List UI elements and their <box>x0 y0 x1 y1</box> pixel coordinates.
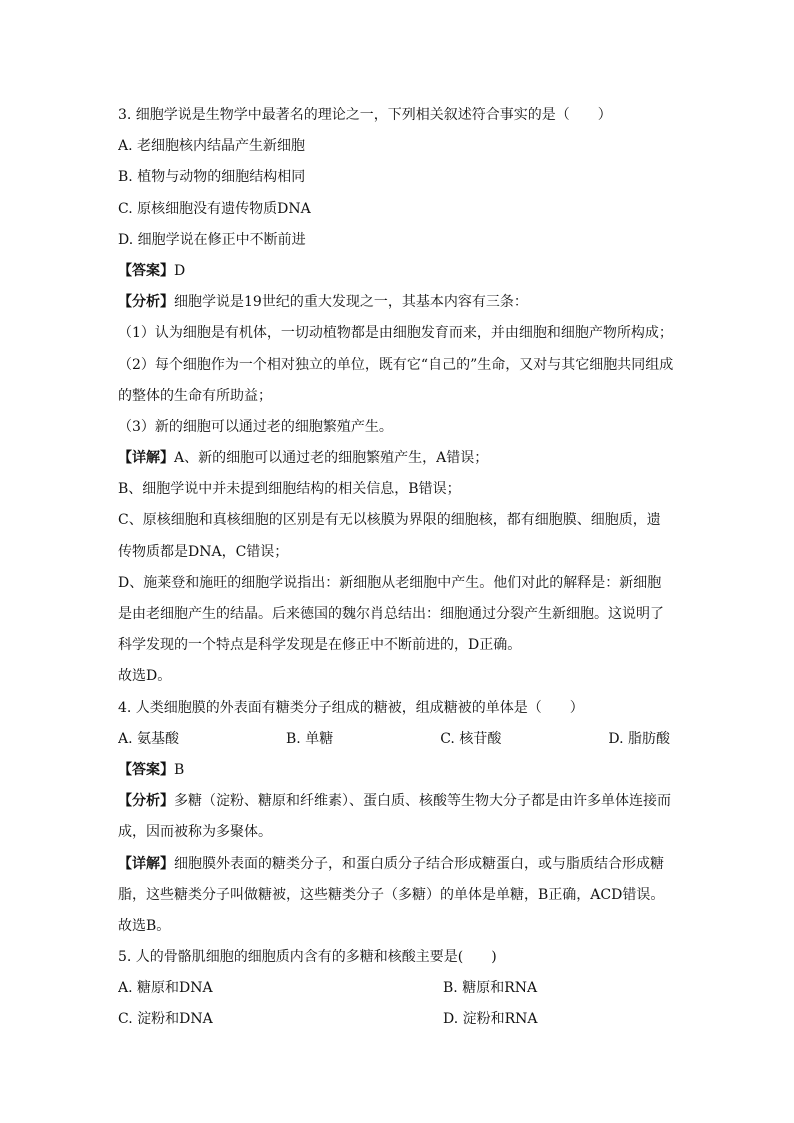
answer-value: B <box>174 761 185 778</box>
q5-stem: 5. 人的骨骼肌细胞的细胞质内含有的多糖和核酸主要是( ) <box>118 949 497 966</box>
q4-stem: 4. 人类细胞膜的外表面有糖类分子组成的糖被，组成糖被的单体是（ ） <box>118 699 584 716</box>
q3-conclusion: 故选D。 <box>118 668 172 685</box>
analysis-text: 细胞学说是19世纪的重大发现之一，其基本内容有三条： <box>174 294 528 311</box>
q4-answer <box>118 755 678 786</box>
q3-analysis-line: （3）新的细胞可以通过老的细胞繁殖产生。 <box>118 418 393 435</box>
q4-analysis-line: 成，因而被称为多聚体。 <box>118 824 272 841</box>
q4-options <box>118 724 678 755</box>
q3-detail-line: B、细胞学说中并未提到细胞结构的相关信息，B错误； <box>118 481 461 498</box>
q5-options-row-1 <box>118 973 678 1004</box>
q4-option-c: C. 核苷酸 <box>440 730 502 747</box>
q3-option-c: C. 原核细胞没有遗传物质DNA <box>118 200 311 217</box>
document-page <box>118 100 678 1036</box>
q3-analysis-line: （2）每个细胞作为一个相对独立的单位，既有它“自己的”生命，又对与其它细胞共同组成 <box>118 356 674 373</box>
q3-analysis-line: 的整体的生命有所助益； <box>118 387 272 404</box>
q5-option-b: B. 糖原和RNA <box>443 980 538 997</box>
q3-detail-line: D、施莱登和施旺的细胞学说指出：新细胞从老细胞中产生。他们对此的解释是：新细胞 <box>118 574 662 591</box>
q3-option-a: A. 老细胞核内结晶产生新细胞 <box>118 138 306 155</box>
detail-tag: 【详解】 <box>118 855 174 872</box>
q3-detail-line: 科学发现的一个特点是科学发现是在修正中不断前进的，D正确。 <box>118 637 522 654</box>
q3-option-b: B. 植物与动物的细胞结构相同 <box>118 169 306 186</box>
answer-tag: 【答案】 <box>118 262 174 279</box>
q3-detail-line <box>118 443 678 474</box>
q3-answer <box>118 256 678 287</box>
answer-value: D <box>174 262 186 279</box>
q4-option-d: D. 脂肪酸 <box>608 730 670 747</box>
q3-detail-line: C、原核细胞和真核细胞的区别是有无以核膜为界限的细胞核，都有细胞膜、细胞质，遗 <box>118 512 661 529</box>
q3-analysis-line <box>118 287 678 318</box>
q3-stem: 3. 细胞学说是生物学中最著名的理论之一，下列相关叙述符合事实的是（ ） <box>118 107 612 123</box>
q5-option-c: C. 淀粉和DNA <box>118 1011 213 1028</box>
detail-text: 细胞膜外表面的糖类分子，和蛋白质分子结合形成糖蛋白，或与脂质结合形成糖 <box>174 855 664 872</box>
q4-conclusion: 故选B。 <box>118 917 171 934</box>
q5-option-d: D. 淀粉和RNA <box>443 1011 538 1028</box>
analysis-text: 多糖（淀粉、糖原和纤维素）、蛋白质、核酸等生物大分子都是由许多单体连接而 <box>174 793 671 810</box>
q3-analysis-line: （1）认为细胞是有机体，一切动植物都是由细胞发育而来，并由细胞和细胞产物所构成； <box>118 325 673 342</box>
analysis-tag: 【分析】 <box>118 294 174 311</box>
q4-option-b: B. 单糖 <box>286 730 334 747</box>
q3-option-d: D. 细胞学说在修正中不断前进 <box>118 231 306 248</box>
q5-option-a: A. 糖原和DNA <box>118 980 213 997</box>
q4-option-a: A. 氨基酸 <box>118 730 180 747</box>
detail-tag: 【详解】 <box>118 450 174 467</box>
q4-analysis-line <box>118 786 678 817</box>
answer-tag: 【答案】 <box>118 761 174 778</box>
q4-detail-line <box>118 849 678 880</box>
q3-detail-line: 传物质都是DNA，C错误； <box>118 543 289 560</box>
q5-options-row-2 <box>118 1004 678 1035</box>
detail-text: A、新的细胞可以通过老的细胞繁殖产生，A错误； <box>174 450 489 467</box>
q3-detail-line: 是由老细胞产生的结晶。后来德国的魏尔肖总结出：细胞通过分裂产生新细胞。这说明了 <box>118 606 664 622</box>
analysis-tag: 【分析】 <box>118 793 174 810</box>
q4-detail-line: 脂，这些糖类分子叫做糖被，这些糖类分子（多糖）的单体是单糖，B正确，ACD错误。 <box>118 886 665 903</box>
